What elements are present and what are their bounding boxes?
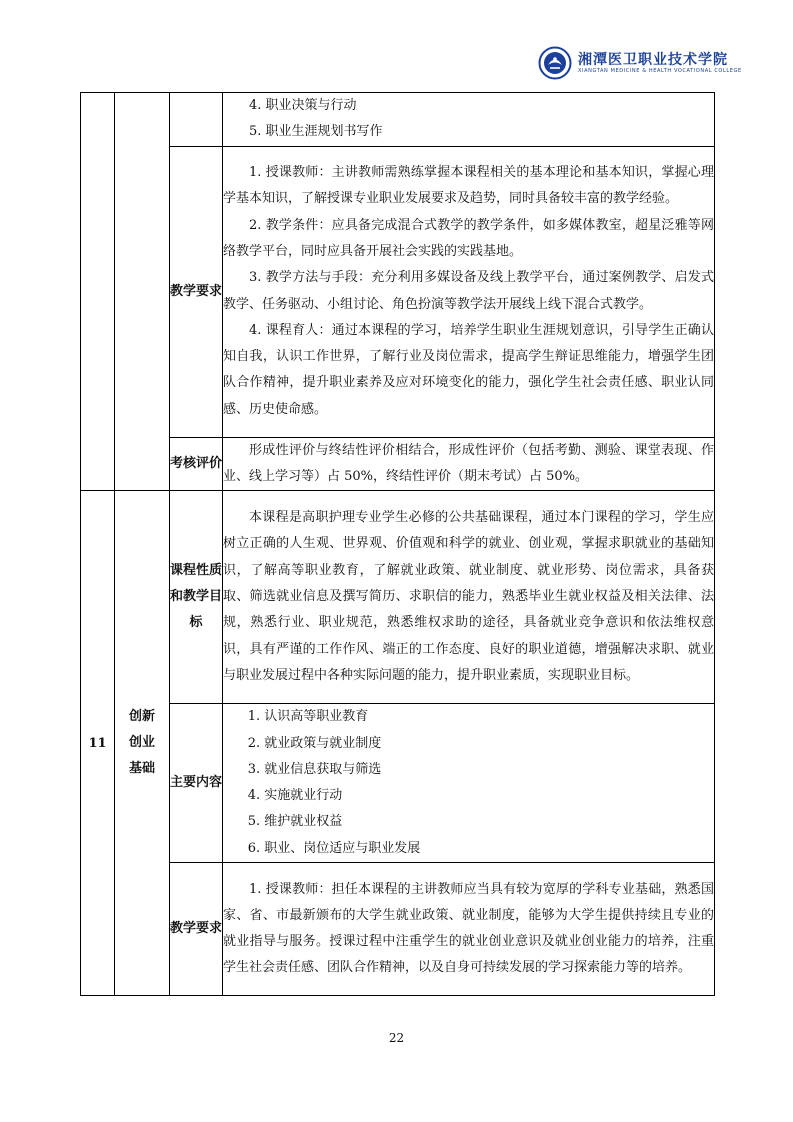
course10-req-row (81, 146, 715, 437)
course11-nature-row (81, 491, 715, 704)
course11-req-cell (223, 863, 715, 996)
school-emblem-icon (538, 46, 572, 80)
list-item: 6. 职业、岗位适应与职业发展 (247, 840, 421, 856)
course10-eval-label: 考核评价 (170, 437, 223, 491)
course10-content-label-cell (170, 93, 223, 147)
course10-req-label: 教学要求 (170, 146, 223, 437)
course11-content-cell (223, 704, 715, 863)
school-logo (538, 46, 742, 86)
school-name: 湘潭医卫职业技术学院 (578, 52, 728, 68)
req-paragraph: 2. 教学条件：应具备完成混合式教学的教学条件，如多媒体教室，超星泛雅等网络教学平台，同时应具备开展社会实践的实践基地。 (223, 217, 714, 259)
eval-text: 形成性评价与终结性评价相结合，形成性评价（包括考勤、测验、课堂表现、作业、线上学习等）占 50%，终结性评价（期末考试）占 50%。 (223, 442, 714, 484)
course10-eval-row (81, 437, 715, 491)
req-text: 1. 授课教师：担任本课程的主讲教师应当具有较为宽厚的学科专业基础，熟悉国家、省、市最新颁布的大学生就业政策、就业制度，能够为大学生提供持续且专业的就业指导与服务。授课过程中注重学生的就业创业意识及就业创业能力的培养，注重学生社会责任感、团队合作精神，以及自身可持续发展的学习探索能力等的培养。 (223, 881, 714, 976)
course10-eval-cell (223, 437, 715, 491)
req-paragraph: 4. 课程育人：通过本课程的学习，培养学生职业生涯规划意识，引导学生正确认知自我，认识工作世界，了解行业及岗位需求，提高学生辩证思维能力，增强学生团队合作精神，提升职业素养及应对环境变化的能力，强化学生社会责任感、职业认同感、历史使命感。 (223, 322, 714, 417)
course10-number-cell (81, 93, 115, 491)
req-paragraph: 3. 教学方法与手段：充分利用多媒设备及线上教学平台，通过案例教学、启发式教学、任务驱动、小组讨论、角色扮演等教学法开展线上线下混合式教学。 (223, 270, 714, 312)
course11-name: 创新创业基础 (115, 491, 170, 996)
course10-content-row (81, 93, 715, 147)
course11-content-label: 主要内容 (170, 704, 223, 863)
course11-nature-cell (223, 491, 715, 704)
course-table (80, 92, 715, 996)
course11-nature-label: 课程性质和教学目标 (170, 491, 223, 704)
course10-req-cell (223, 146, 715, 437)
list-item: 2. 就业政策与就业制度 (247, 735, 382, 751)
course10-content-cell (223, 93, 715, 147)
page-number: 22 (388, 1031, 405, 1045)
course11-content-row (81, 704, 715, 863)
course11-req-label: 教学要求 (170, 863, 223, 996)
list-item: 4. 实施就业行动 (247, 788, 343, 804)
req-paragraph: 1. 授课教师：主讲教师需熟练掌握本课程相关的基本理论和基本知识，掌握心理学基本知识，了解授课专业职业发展要求及趋势，同时具备较丰富的教学经验。 (223, 165, 714, 207)
course10-name-cell (115, 93, 170, 491)
list-item: 3. 就业信息获取与筛选 (247, 761, 382, 777)
list-item: 5. 维护就业权益 (247, 814, 343, 830)
list-item: 4. 职业决策与行动 (249, 98, 357, 113)
nature-text: 本课程是高职护理专业学生必修的公共基础课程，通过本门课程的学习，学生应树立正确的人生观、世界观、价值观和科学的就业、创业观，掌握求职就业的基础知识，了解高等职业教育，了解就业政策、就业制度、就业形势、岗位需求，具备获取、筛选就业信息及撰写简历、求职信的能力，熟悉毕业生就业权益及相关法律、法规，熟悉行业、职业规范，熟悉维权求助的途径，具备就业竞争意识和依法维权意识，具有严谨的工作作风、端正的工作态度、良好的职业道德，增强解决求职、就业与职业发展过程中各种实际问题的能力，提升职业素质，实现职业目标。 (223, 510, 714, 683)
list-item: 5. 职业生涯规划书写作 (249, 124, 383, 140)
course11-number: 11 (81, 491, 115, 996)
school-name-en: XIANGTAN MEDICINE & HEALTH VOCATIONAL COLLEGE (578, 68, 742, 74)
course11-req-row (81, 863, 715, 996)
list-item: 1. 认识高等职业教育 (247, 709, 369, 725)
